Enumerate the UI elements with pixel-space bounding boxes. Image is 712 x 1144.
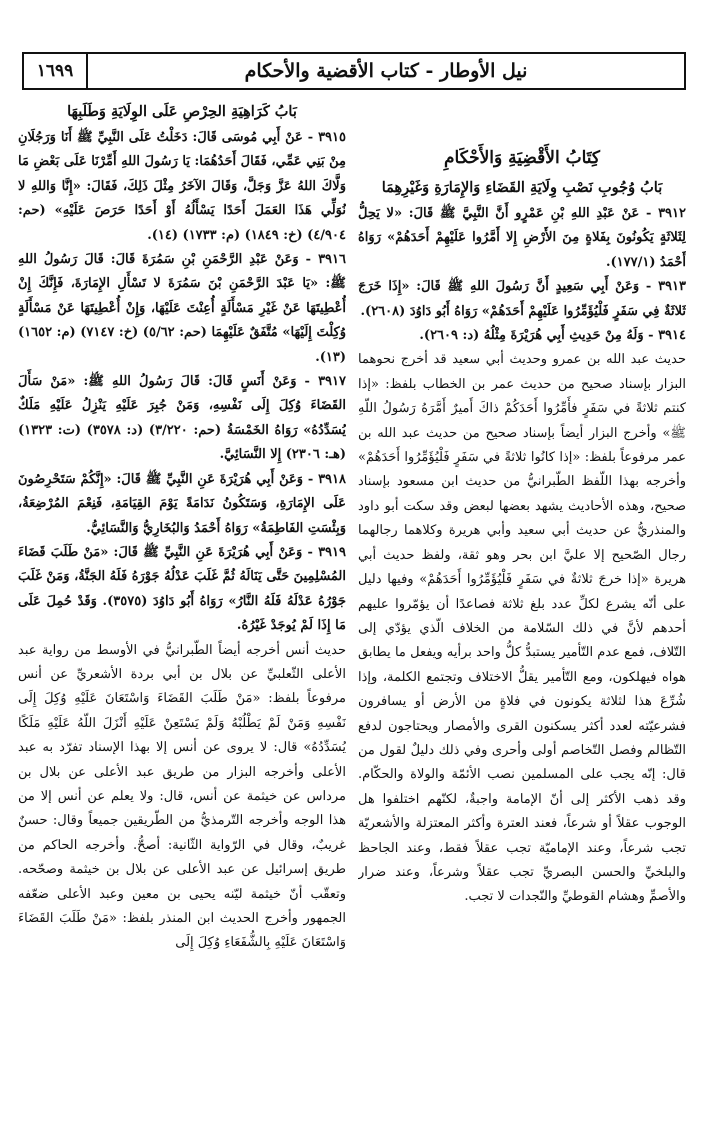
commentary: حديث أنس أخرجه أيضاً الطّبرانيُّ في الأوسط من رواية عبد الأعلى الثّعلبيِّ عن بلال بن أبي بردة الأشعريِّ عن أنس مرفوعاً بلفظ: «مَنْ طَلَبَ القَضَاءَ وَاسْتَعَانَ عَلَيْهِ وُكِلَ إِلَى نَفْسِهِ وَمَنْ لَمْ يَطْلُبْهُ وَلَمْ يَسْتَعِنْ عَلَيْهِ أَنْزَلَ اللّهُ عَلَيْهِ مَلَكًا يُسَدِّدُهُ» قال: لا يروى عن أنس إلا بهذا الإسناد تفرّد به عبد الأعلى وأخرجه البزار من طريق عبد الأعلى عن بلال بن مرداس عن خيثمة عن أنس، قال: ولا يعلم عن أنس إلا من هذا الوجه وأخرجه التّرمذيُّ من الطّريقين جميعاً وقال: حسنٌ غريبٌ، وقال في الرّواية الثّانية: أصحُّ. وأخرجه الحاكم من طريق إسرائيل عن عبد الأعلى عن بلال بن خيثمة وصحّحه. وتعقّب أنّ خيثمة ليّنه يحيى بن معين وعبد الأعلى ضعّفه الجمهور وأخرج الحديث ابن المنذر بلفظ: «مَنْ طَلَبَ القَضَاءَ وَاسْتَعَانَ عَلَيْهِ بِالشُّفَعَاءِ وُكِلَ إِلَى	[18, 642, 346, 951]
chapter-title: بَابُ وُجُوبِ نَصْبِ وِلَايَةِ القَضَاءِ وَالإِمَارَةِ وَغَيْرِهِمَا	[381, 179, 663, 196]
commentary: حديث عبد الله بن عمرو وحديث أبي سعيد قد أخرج نحوهما البزار بإسناد صحيح من حديث عمر بن الخطاب بلفظ: «إذا كنتم ثلاثةً في سَفَرٍ فأَمِّرُوا أَحَدَكُمْ ذاكَ أَميرٌ أَمَّرَهُ رَسُولُ اللّهِ ﷺ» وأخرج البزار أيضاً بإسناد صحيح من حديث عبد الله بن عمر مرفوعاً بلفظ: «إذا كانُوا ثلاثةً في سَفَرٍ فَلْيُؤَمِّرُوا أَحَدَهُمْ» وأخرجه بهذا اللّفظ الطّبرانيُّ من حديث ابن مسعود بإسناد صحيح، وهذه الأحاديث يشهد بعضها لبعض وقد سكت أبو داود والمنذريُّ عن حديث أبي سعيد وأبي هريرة وكلاهما رجالهما رجال الصّحيح إلا عليَّ ابن بحر وهو ثقة، ولفظ حديث أبي هريرة «إذا خرجَ ثلاثةٌ في سَفَرٍ فَلْيُؤَمِّرُوا أَحَدَهُمْ» وفيها دليل على أنّه يشرع لكلِّ عدد بلغ ثلاثة فصاعدًا أن يؤمّروا عليهم أحدهم لأنَّ في ذلك السّلامة من الخلاف الّذي يؤدّي إلى التّلاف، فمع عدم التّأمير يستبدُّ كلُّ واحد برأيه ويفعل ما يطابق هواه فيهلكون، ومع التّأمير يقلُّ الاختلاف وتجتمع الكلمة، وإذا شُرِّعَ هذا لثلاثة يكونون في فلاةٍ من الأرض أو يسافرون فشرعيّته لعدد أكثر يسكنون القرى والأمصار ويحتاجون لدفع التّظالم وفصل التّخاصم أولى وأحرى وفي ذلك دليلٌ لقول من قال: إنّه يجب على المسلمين نصب الأئمّة والولاة والحكّام. وقد ذهب الأكثر إلى أنّ الإمامة واجبةٌ، لكنّهم اختلفوا هل الوجوب عقلاً أو شرعاً، فعند العترة وأكثر المعتزلة والأشعريّة تجب شرعاً، وعند الإماميّة تجب عقلاً فقط، وعند الجاحظ والبلخيِّ والحسن البصريِّ تجب عقلاً وشرعاً، وعند ضرار والأصمِّ وهشام القوطيِّ والنّجدات لا تجب.	[358, 352, 686, 905]
hadith-3916: ٣٩١٦ - وَعَنْ عَبْدِ الرَّحْمَنِ بْنِ سَمُرَةَ قَالَ: قَالَ رَسُولُ اللهِ ﷺ: «يَا عَبْدَ الرَّحْمَنِ بْنَ سَمُرَةَ لا تَسْأَلِ الإِمَارَةَ، فَإِنَّكَ إِنْ أُعْطِيتَهَا عَنْ غَيْرِ مَسْأَلَةٍ أُعِنْتَ عَلَيْهَا، وَإِنْ أُعْطِيتَهَا عَنْ مَسْأَلَةٍ وُكِلْتَ إِلَيْهَا» مُتَّفَقٌ عَلَيْهِمَا (حم: ٥/٦٢) (خ: ٧١٤٧) (م: ١٦٥٢) (١٣).	[18, 252, 346, 365]
page-header	[22, 52, 686, 90]
page-number: ١٦٩٩	[24, 54, 88, 88]
hadith-3917: ٣٩١٧ - وَعَنْ أَنَسٍ قَالَ: قَالَ رَسُولُ اللهِ ﷺ: «مَنْ سَأَلَ القَضَاءَ وُكِلَ إِلَى نَفْسِهِ، وَمَنْ جُبِرَ عَلَيْهِ يَنْزِلُ عَلَيْهِ مَلَكٌ يُسَدِّدُهُ» رَوَاهُ الخَمْسَةُ (حم: ٣/٢٢٠) (د: ٣٥٧٨) (ت: ١٣٢٣) (هـ: ٢٣٠٦) إِلا النَّسَائِيَّ.	[18, 374, 346, 463]
chapter-title: بَابُ كَرَاهِيَةِ الحِرْصِ عَلَى الوِلَايَةِ وَطَلَبِهَا	[67, 103, 297, 120]
hadith-3912: ٣٩١٢ - عَنْ عَبْدِ اللهِ بْنِ عَمْرٍو أَنَّ النَّبِيَّ ﷺ قَالَ: «لا يَحِلُّ لِثَلاثَةٍ يَكُونُونَ بِفَلاةٍ مِنَ الأَرْضِ إِلا أَمَّرُوا عَلَيْهِمْ أَحَدَهُمْ» رَوَاهُ أَحْمَدُ (١٧٧/١).	[358, 206, 686, 270]
left-column	[18, 98, 346, 1100]
right-column	[358, 142, 686, 1144]
running-title: نيل الأوطار - كتاب الأقضية والأحكام	[244, 60, 528, 82]
hadith-3915: ٣٩١٥ - عَنْ أَبِي مُوسَى قَالَ: دَخَلْتُ عَلَى النَّبِيِّ ﷺ أَنَا وَرَجُلَانِ مِنْ بَنِي عَمِّي، فَقَالَ أَحَدُهُمَا: يَا رَسُولَ اللهِ أَمِّرْنَا عَلَى بَعْضِ مَا وَلَّاكَ اللهُ عَزَّ وَجَلَّ، وَقَالَ الآخَرُ مِثْلَ ذَلِكَ، فَقَالَ: «إِنَّا وَاللهِ لا نُوَلِّي هَذَا العَمَلَ أَحَدًا يَسْأَلُهُ أَوْ أَحَدًا حَرَصَ عَلَيْهِ» (حم: ٤/٩٠٤) (خ: ١٨٤٩) (م: ١٧٣٣) (١٤).	[18, 130, 346, 243]
hadith-3918: ٣٩١٨ - وَعَنْ أَبِي هُرَيْرَةَ عَنِ النَّبِيِّ ﷺ قَالَ: «إِنَّكُمْ سَتَحْرِصُونَ عَلَى الإِمَارَةِ، وَسَتَكُونُ نَدَامَةً يَوْمَ القِيَامَةِ، فَنِعْمَ المُرْضِعَةُ، وَبِئْسَتِ الفَاطِمَةُ» رَوَاهُ أَحْمَدُ وَالبُخَارِيُّ وَالنَّسَائِيُّ.	[18, 471, 346, 536]
hadith-3914: ٣٩١٤ - وَلَهُ مِنْ حَدِيثِ أَبِي هُرَيْرَةَ مِثْلُهُ (د: ٢٦٠٩).	[419, 328, 686, 344]
hadith-3919: ٣٩١٩ - وَعَنْ أَبِي هُرَيْرَةَ عَنِ النَّبِيِّ ﷺ قَالَ: «مَنْ طَلَبَ قَضَاءَ المُسْلِمِينَ حَتَّى يَنَالَهُ ثُمَّ غَلَبَ عَدْلُهُ جَوْرَهُ فَلَهُ الجَنَّةُ، وَمَنْ غَلَبَ جَوْرُهُ عَدْلَهُ فَلَهُ النَّارُ» رَوَاهُ أَبُو دَاوُدَ (٣٥٧٥). وَقَدْ حُمِلَ عَلَى مَا إِذَا لَمْ يُوجَدْ غَيْرُهُ.	[18, 544, 346, 634]
book-title: كِتَابُ الأَقْضِيَةِ وَالأَحْكَامِ	[443, 148, 600, 168]
hadith-3913: ٣٩١٣ - وَعَنْ أَبِي سَعِيدٍ أَنَّ رَسُولَ اللهِ ﷺ قَالَ: «إِذَا خَرَجَ ثَلاثَةٌ فِي سَفَرٍ فَلْيُؤَمِّرُوا عَلَيْهِمْ أَحَدَهُمْ» رَوَاهُ أَبُو دَاوُدَ (٢٦٠٨).	[358, 279, 686, 319]
